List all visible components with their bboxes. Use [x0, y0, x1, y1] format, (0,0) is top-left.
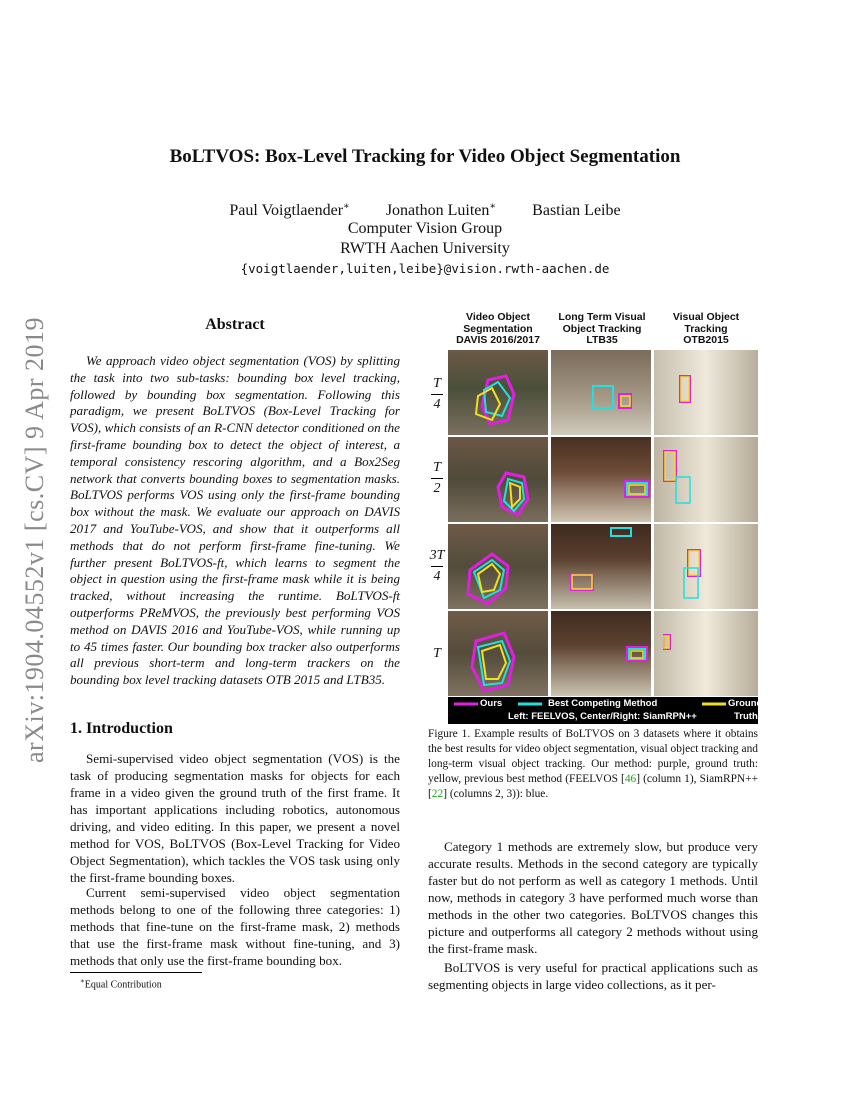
paper-title: BoLTVOS: Box-Level Tracking for Video Object Segmentation	[169, 146, 681, 167]
tracking-overlay	[654, 350, 758, 435]
legend-ground-label: Ground	[728, 698, 763, 709]
citation-link[interactable]: 46	[624, 773, 637, 785]
intro-paragraph-3: Category 1 methods are extremely slow, but produce very accurate results. Methods in the second category are typically faster but do not perform as well as category 1 methods. Until now, methods in category 3 have performed much worse than methods in the other two categories. BoLTVOS changes this picture and outperforms all category 2 methods without using the first-frame mask.	[428, 839, 758, 956]
figure-legend	[448, 697, 763, 724]
arxiv-side-stamp: arXiv:1904.04552v1 [cs.CV] 9 Apr 2019	[20, 316, 49, 764]
author: Bastian Leibe	[532, 202, 621, 220]
figure-caption: Figure 1. Example results of BoLTVOS on 3 datasets where it obtains the best results for video object segmentation, visual object tracking and long-term visual object tracking. Our method: purple, ground truth: yellow, previous best method (FEELVOS [46] (column 1), SiamRPN++ [22] (columns 2, 3)): blue.	[428, 728, 758, 800]
frame-otb-t4	[654, 350, 758, 435]
legend-truth-label: Truth	[734, 711, 758, 722]
legend-competing-label: Best Competing Method	[548, 698, 658, 709]
frame-davis-t2	[448, 437, 548, 522]
segmentation-overlay	[448, 437, 548, 522]
figure-1	[428, 311, 763, 724]
legend-ours-label: Ours	[480, 698, 503, 709]
intro-heading: 1. Introduction	[70, 720, 173, 737]
intro-paragraph-1: Semi-supervised video object segmentation (VOS) is the task of producing segmentation masks for objects for each frame in a video given the ground truth of the first frame. It has important applications including robotics, autonomous driving, and video editing. In this paper, we present a novel method for VOS, BoLTVOS (Box-Level Tracking for Video Object Segmentation), which tackles the VOS task using only the first-frame bounding boxes.	[70, 751, 400, 885]
intro-paragraph-4: BoLTVOS is very useful for practical applications such as segmenting objects in large video collections, as it per-	[428, 960, 758, 992]
citation-link[interactable]: 22	[431, 788, 444, 800]
row-label-t: T	[433, 646, 441, 661]
frame-ltb35-t4	[551, 350, 651, 435]
row-label-t-half: T 2	[428, 460, 446, 497]
footnote: ∗Equal Contribution	[80, 977, 162, 991]
frame-otb-t2	[654, 437, 758, 522]
column-header-davis: Video Object Segmentation DAVIS 2016/2017	[456, 311, 540, 346]
tracking-overlay	[551, 437, 651, 522]
frame-ltb35-3t4	[551, 524, 651, 609]
frame-davis-t4	[448, 350, 548, 435]
author: Paul Voigtlaender∗	[229, 201, 350, 220]
tracking-overlay	[654, 437, 758, 522]
abstract-heading: Abstract	[205, 316, 265, 333]
legend-competing-sublabel: Left: FEELVOS, Center/Right: SiamRPN++	[508, 711, 697, 722]
frame-davis-3t4	[448, 524, 548, 609]
tracking-overlay	[551, 611, 651, 696]
frame-otb-3t4	[654, 524, 758, 609]
author-list	[0, 201, 850, 220]
segmentation-overlay	[448, 611, 548, 696]
legend-ground-truth-swatch	[702, 701, 726, 707]
frame-ltb35-t2	[551, 437, 651, 522]
legend-competing-swatch	[518, 701, 542, 707]
tracking-overlay	[654, 524, 758, 609]
author-emails: {voigtlaender,luiten,leibe}@vision.rwth-aachen.de	[240, 261, 610, 276]
tracking-overlay	[551, 350, 651, 435]
row-label-3t-quarter: 3T 4	[429, 548, 445, 584]
intro-paragraph-2: Current semi-supervised video object segmentation methods belong to one of the following three categories: 1) methods that fine-tune on the first-frame mask, 2) methods that use the first-frame mask without fine-tuning, and 3) methods that only use the first-frame bounding box.	[70, 885, 400, 968]
author: Jonathon Luiten∗	[385, 201, 497, 220]
affiliation-group: Computer Vision Group	[347, 220, 503, 237]
column-header-otb2015: Visual Object Tracking OTB2015	[672, 311, 740, 346]
column-header-ltb35: Long Term Visual Object Tracking LTB35	[558, 311, 646, 346]
frame-davis-t	[448, 611, 548, 696]
tracking-overlay	[551, 524, 651, 609]
segmentation-overlay	[448, 524, 548, 609]
affiliation-university: RWTH Aachen University	[340, 240, 510, 257]
legend-ours-swatch	[454, 701, 478, 707]
frame-ltb35-t	[551, 611, 651, 696]
segmentation-overlay	[448, 350, 548, 435]
tracking-overlay	[654, 611, 758, 696]
footnote-rule	[70, 972, 202, 973]
abstract-text: We approach video object segmentation (VOS) by splitting the task into two sub-tasks: bounding box level tracking, followed by bounding box segmentation. Following this paradigm, we present BoLTVOS (Box-Level Tracking for VOS), which consists of an R-CNN detector conditioned on the first-frame bounding box to detect the object of interest, a temporal consistency rescoring algorithm, and a Box2Seg network that converts bounding boxes to segmentation masks. BoLTVOS performs VOS using only the first-frame bounding box without the mask. We evaluate our approach on DAVIS 2017 and YouTube-VOS, and show that it outperforms all methods that do not perform first-frame fine-tuning. We further present BoLTVOS-ft, which learns to segment the object in question using the first-frame mask while it is being tracked, without increasing the runtime. BoLTVOS-ft outperforms PReMVOS, the previously best performing VOS method on DAVIS 2016 and YouTube-VOS, while running up to 45 times faster. Our bounding box tracker also outperforms all previous short-term and long-term trackers on the bounding box level tracking datasets OTB 2015 and LTB35.	[70, 353, 400, 688]
row-label-t-quarter: T 4	[428, 376, 446, 413]
frame-otb-t	[654, 611, 758, 696]
